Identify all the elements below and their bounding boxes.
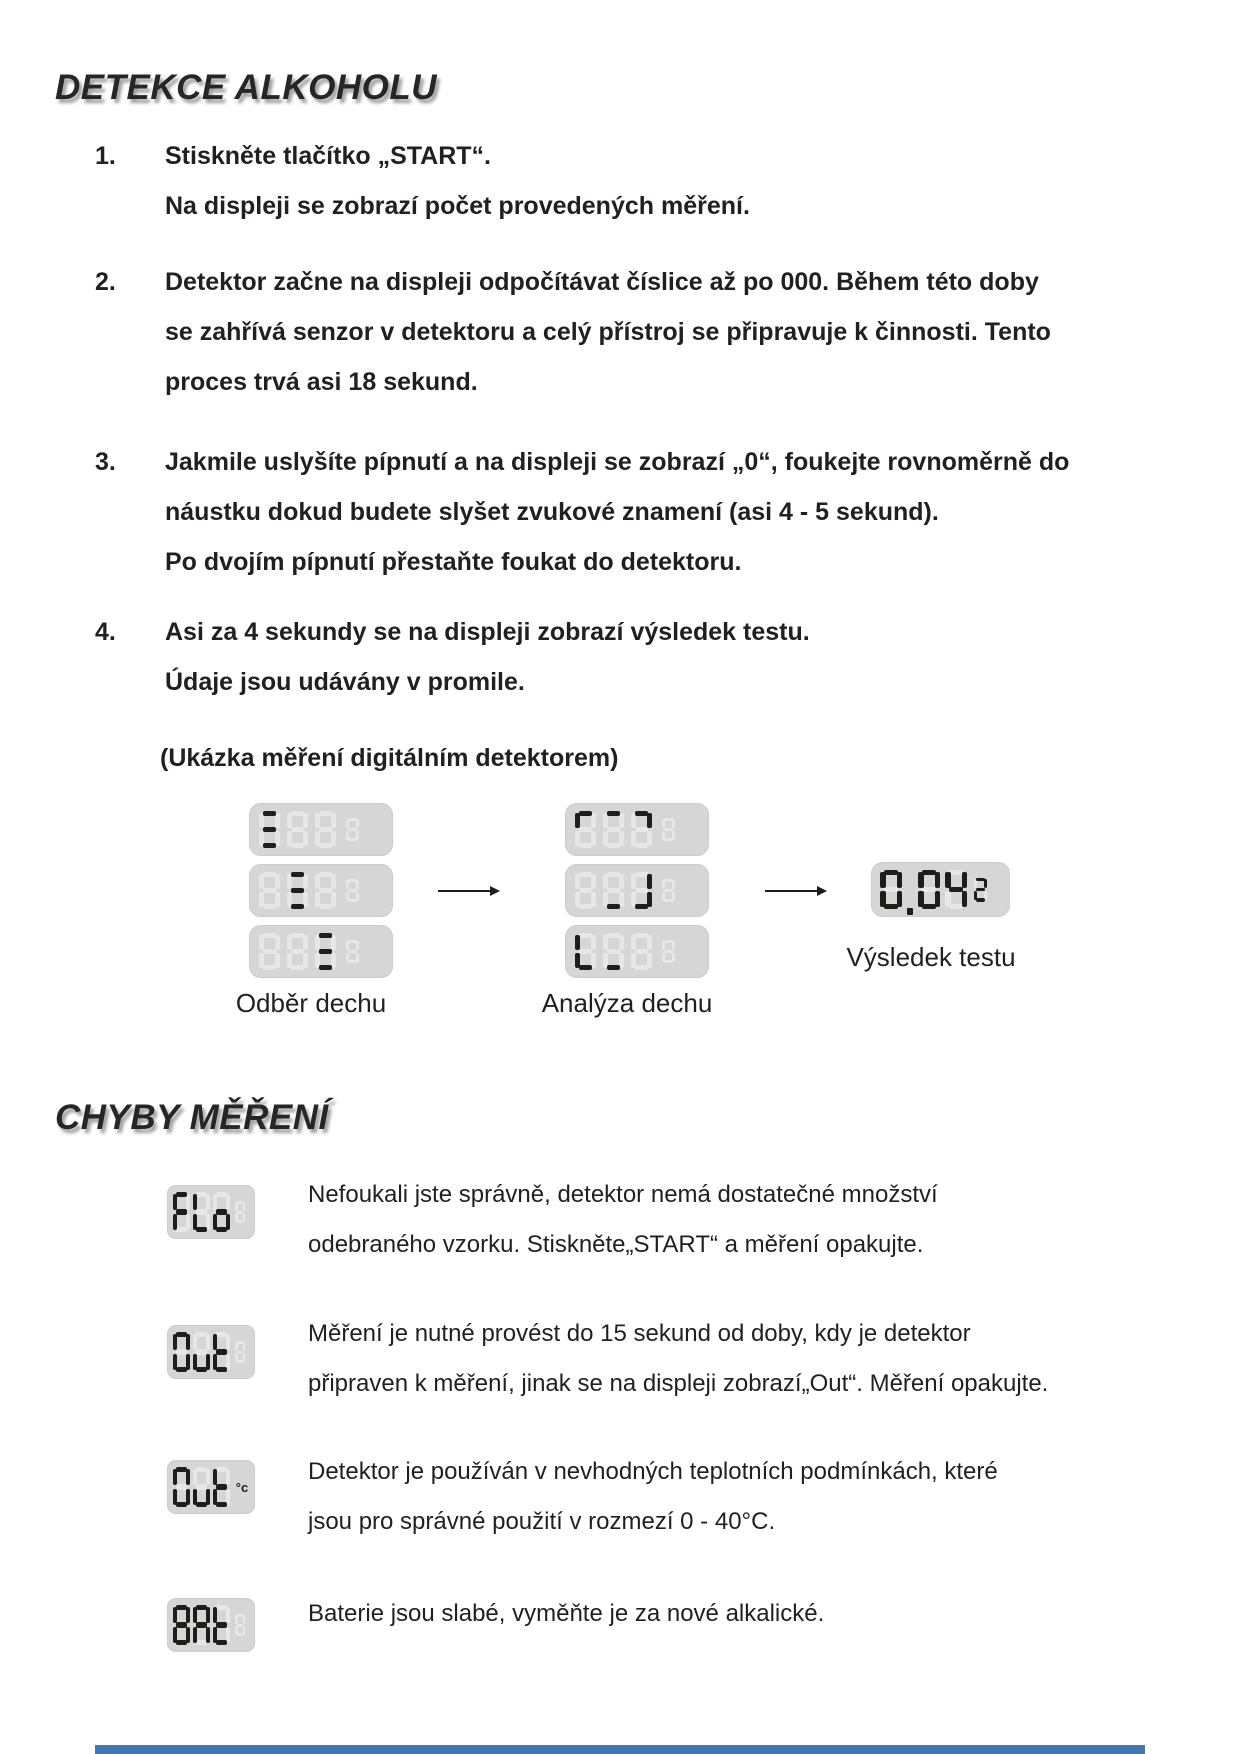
footer-rule bbox=[95, 1745, 1145, 1754]
lcd-digit bbox=[575, 933, 596, 970]
lcd-digit bbox=[193, 1192, 210, 1232]
lcd-digit bbox=[315, 872, 336, 909]
sampling-label: Odběr dechu bbox=[235, 988, 387, 1018]
lcd-small-digit bbox=[346, 879, 359, 902]
lcd-digit bbox=[173, 1605, 190, 1645]
step-text: se zahřívá senzor v detektoru a celý přístroj se připravuje k činnosti. Tento bbox=[165, 318, 1051, 346]
lcd-small-digit: °c bbox=[235, 1479, 249, 1495]
lcd-display-analysis-3 bbox=[565, 925, 709, 978]
lcd-digit bbox=[193, 1605, 210, 1645]
lcd-digit bbox=[213, 1467, 230, 1507]
lcd-decimal-point bbox=[907, 908, 913, 915]
result-label: Výsledek testu bbox=[846, 942, 1016, 972]
lcd-digit bbox=[918, 870, 940, 909]
step-text: Údaje jsou udávány v promile. bbox=[165, 668, 525, 696]
step-number: 3. bbox=[95, 448, 116, 476]
error-text: odebraného vzorku. Stiskněte„START“ a měření opakujte. bbox=[308, 1231, 924, 1258]
lcd-digit bbox=[603, 933, 624, 970]
lcd-display-error-outc bbox=[167, 1460, 255, 1514]
errors-title: CHYBY MĚŘENÍ bbox=[55, 1098, 329, 1137]
lcd-digit bbox=[173, 1192, 190, 1232]
error-text: Nefoukali jste správně, detektor nemá dostatečné množství bbox=[308, 1181, 938, 1208]
lcd-small-digit bbox=[235, 1614, 245, 1636]
analysis-label: Analýza dechu bbox=[541, 988, 713, 1018]
lcd-digit bbox=[880, 870, 902, 909]
error-text: připraven k měření, jinak se na displeji zobrazí„Out“. Měření opakujte. bbox=[308, 1370, 1049, 1397]
lcd-small-digit bbox=[662, 940, 675, 963]
lcd-digit bbox=[193, 1332, 210, 1372]
lcd-display-sampling-3 bbox=[249, 925, 393, 978]
error-text: Měření je nutné provést do 15 sekund od doby, kdy je detektor bbox=[308, 1320, 971, 1347]
lcd-small-digit bbox=[662, 879, 675, 902]
step-text: Jakmile uslyšíte pípnutí a na displeji se zobrazí „0“, foukejte rovnoměrně do bbox=[165, 448, 1070, 476]
step-number: 1. bbox=[95, 142, 116, 170]
lcd-display-sampling-1 bbox=[249, 803, 393, 856]
lcd-digit bbox=[173, 1467, 190, 1507]
lcd-digit bbox=[213, 1605, 230, 1645]
step-number: 2. bbox=[95, 268, 116, 296]
step-text: náustku dokud budete slyšet zvukové znamení (asi 4 - 5 sekund). bbox=[165, 498, 939, 526]
lcd-digit bbox=[193, 1467, 210, 1507]
lcd-digit bbox=[315, 811, 336, 848]
lcd-digit bbox=[631, 872, 652, 909]
lcd-small-digit bbox=[235, 1341, 245, 1363]
lcd-digit bbox=[287, 811, 308, 848]
lcd-display-sampling-2 bbox=[249, 864, 393, 917]
lcd-digit bbox=[575, 811, 596, 848]
lcd-digit bbox=[945, 870, 967, 909]
arrow-right-icon bbox=[765, 884, 827, 898]
lcd-display-result bbox=[871, 862, 1010, 917]
lcd-digit bbox=[287, 872, 308, 909]
lcd-digit bbox=[287, 933, 308, 970]
lcd-small-digit bbox=[235, 1201, 245, 1223]
error-text: Detektor je používán v nevhodných teplotních podmínkách, které bbox=[308, 1458, 998, 1485]
lcd-small-digit bbox=[346, 940, 359, 963]
step-text: proces trvá asi 18 sekund. bbox=[165, 368, 478, 396]
lcd-digit bbox=[631, 811, 652, 848]
page-title: DETEKCE ALKOHOLU bbox=[55, 68, 437, 107]
lcd-small-digit bbox=[974, 878, 987, 902]
step-text: Detektor začne na displeji odpočítávat číslice až po 000. Během této doby bbox=[165, 268, 1039, 296]
lcd-digit bbox=[631, 933, 652, 970]
example-caption: (Ukázka měření digitálním detektorem) bbox=[160, 744, 619, 772]
step-text: Po dvojím pípnutí přestaňte foukat do detektoru. bbox=[165, 548, 742, 576]
lcd-display-error-out bbox=[167, 1325, 255, 1379]
lcd-digit bbox=[315, 933, 336, 970]
error-text: jsou pro správné použití v rozmezí 0 - 40°C. bbox=[308, 1508, 776, 1535]
step-text: Na displeji se zobrazí počet provedených měření. bbox=[165, 192, 750, 220]
lcd-display-analysis-2 bbox=[565, 864, 709, 917]
lcd-display-error-flo bbox=[167, 1185, 255, 1239]
step-text: Stiskněte tlačítko „START“. bbox=[165, 142, 491, 170]
lcd-digit bbox=[259, 872, 280, 909]
lcd-digit bbox=[213, 1192, 230, 1232]
step-text: Asi za 4 sekundy se na displeji zobrazí výsledek testu. bbox=[165, 618, 810, 646]
lcd-display-analysis-1 bbox=[565, 803, 709, 856]
lcd-digit bbox=[603, 872, 624, 909]
error-text: Baterie jsou slabé, vyměňte je za nové alkalické. bbox=[308, 1600, 825, 1627]
step-number: 4. bbox=[95, 618, 116, 646]
lcd-digit bbox=[575, 872, 596, 909]
lcd-digit bbox=[259, 811, 280, 848]
lcd-digit bbox=[173, 1332, 190, 1372]
lcd-digit bbox=[213, 1332, 230, 1372]
lcd-small-digit bbox=[346, 818, 359, 841]
lcd-digit bbox=[259, 933, 280, 970]
lcd-small-digit bbox=[662, 818, 675, 841]
arrow-right-icon bbox=[438, 884, 500, 898]
lcd-digit bbox=[603, 811, 624, 848]
lcd-display-error-bat bbox=[167, 1598, 255, 1652]
